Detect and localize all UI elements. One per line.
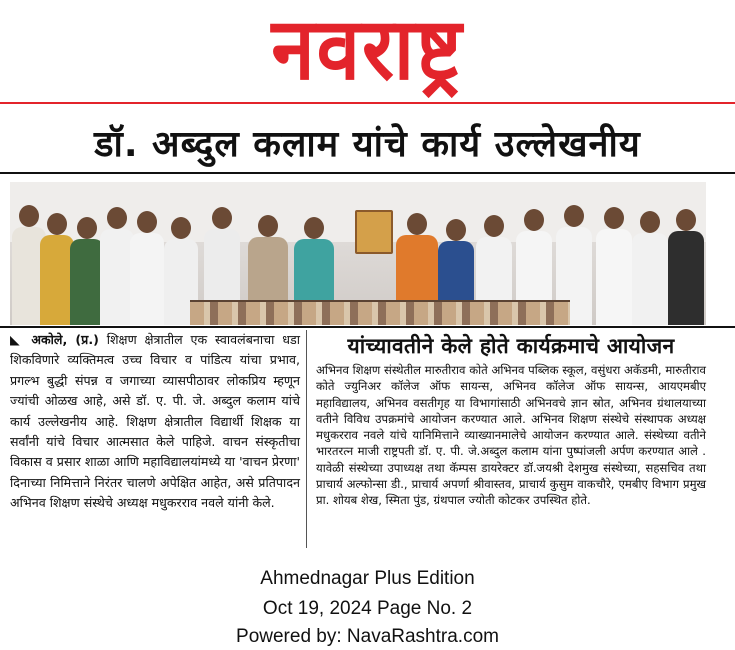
article-left-body: शिक्षण क्षेत्रातील एक स्वावलंबनाचा धडा शिकविणारे व्यक्तिमत्व उच्च विचार व पांडित्य यांचा प्रभाव, प्रगल्भ बुद्धी संपन्न व जगाच्या व्यासपीठावर लोकप्रिय म्हणून ज्यांची ओळख आहे, असे डॉ. ए. पी. जे. अब्दुल कलाम यांचे कार्य उल्लेखनीय आहे. शिक्षण क्षेत्रातील विद्यार्थी शिक्षक या सर्वांनी यांचे विचार आत्मसात केले पाहिजे. वाचन संस्कृतीचा विकास व प्रसार शाळा आणि महाविद्यालयांमध्ये या 'वाचन प्रेरणा' दिनाच्या निमित्ताने निरंतर चालणे अपेक्षित आहेत, असे प्रतिपादन अभिनव शिक्षण संस्थेचे अध्यक्ष मधुकरराव नवले यांनी केले. xyxy=(10,332,300,511)
column-separator xyxy=(306,330,307,548)
book-display-table xyxy=(190,300,570,325)
article-photo xyxy=(10,182,706,325)
article-dateline: अकोले, (प्र.) xyxy=(31,332,99,347)
footer-edition: Ahmednagar Plus Edition xyxy=(260,568,475,589)
article-left-column xyxy=(10,330,300,514)
masthead xyxy=(0,0,735,100)
portrait-frame xyxy=(355,210,393,254)
article-subheading: यांच्यावतीने केले होते कार्यक्रमाचे आयोजन xyxy=(347,334,675,358)
article-body-divider xyxy=(0,326,735,328)
footer-date-page: Oct 19, 2024 Page No. 2 xyxy=(262,598,473,619)
masthead-logo: नवराष्ट्र xyxy=(271,0,464,100)
masthead-divider xyxy=(0,102,735,104)
footer-powered-by: Powered by: NavaRashtra.com xyxy=(236,626,499,647)
article-right-column: अभिनव शिक्षण संस्थेतील मारुतीराव कोते अभिनव पब्लिक स्कूल, वसुंधरा अकॅडमी, मारुतीराव कोते ज्युनिअर कॉलेज ऑफ सायन्स, अभिनव कॉलेज ऑफ सायन्स, आयएमबीए महाविद्यालय, अभिनव वसतीगृह या विभागांसाठी अभिनवचे ज्ञान स्रोत, अभिनव ग्रंथालयाच्या वतीने विविध उपक्रमांचे आयोजन करण्यात आले. अभिनव शिक्षण संस्थेचे संस्थापक अध्यक्ष मधुकरराव नवले यांचे यानिमित्ताने व्याख्यानमालेचे आयोजन करण्यात आले. संस्थेच्या वतीने भारतरत्न माजी राष्ट्रपती डॉ. ए. पी. जे.अब्दुल कलाम यांना पुष्पांजली अर्पण करण्यात आले . यावेळी संस्थेच्या उपाध्यक्ष तथा कॅम्पस डायरेक्टर डॉ.जयश्री देशमुख संस्थेच्या, सहसचिव तथा प्राचार्य अल्फोन्सा डी., प्राचार्य अपर्णा श्रीवास्तव, प्राचार्य कुसुम वाकचौरे, एमबीए विभाग प्रमुख प्रा. शोयब शेख, स्मिता पुंड, ग्रंथपाल ज्योती कोटकर उपस्थित होते. xyxy=(316,363,706,508)
article-headline: डॉ. अब्दुल कलाम यांचे कार्य उल्लेखनीय xyxy=(94,124,641,165)
dateline-marker: ◣ xyxy=(10,332,24,347)
headline-divider xyxy=(0,172,735,174)
